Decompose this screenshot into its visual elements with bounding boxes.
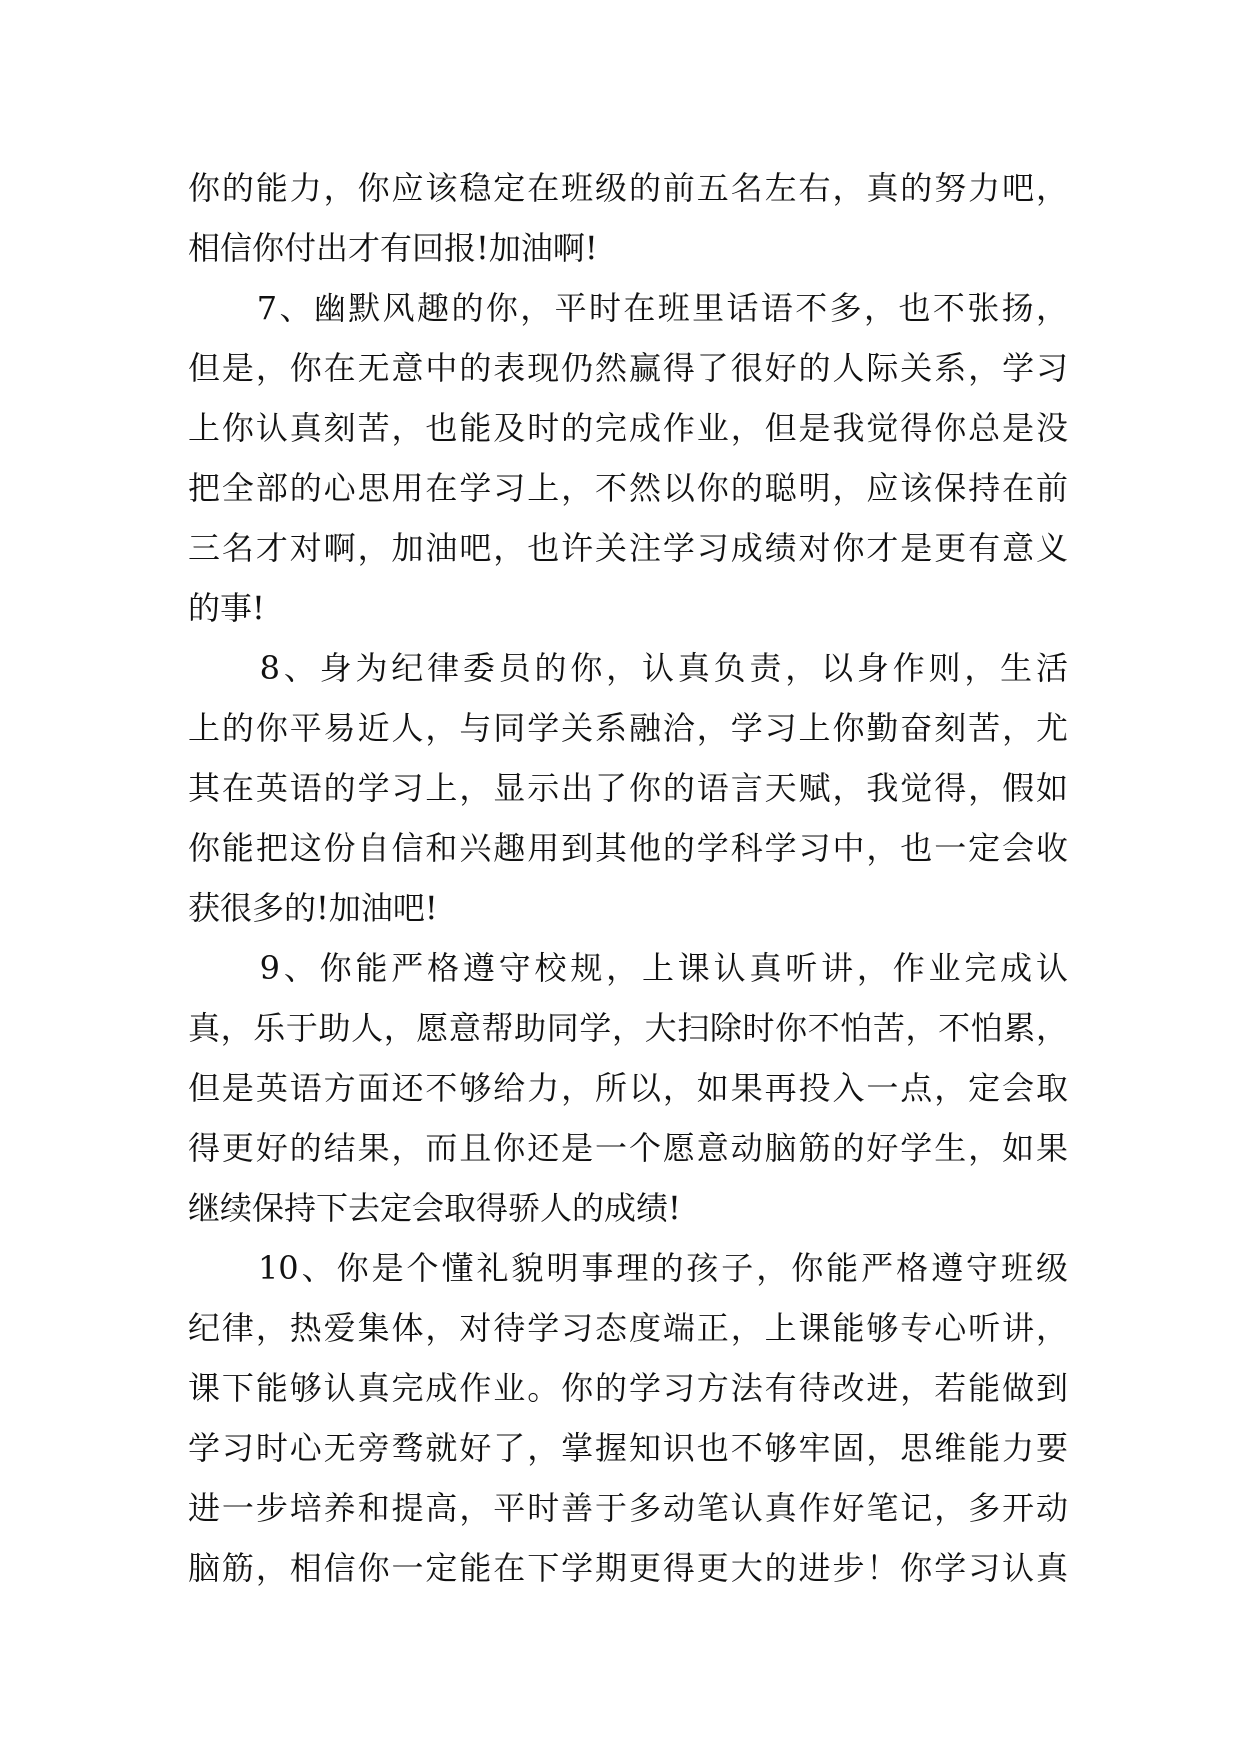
text-line: 纪律，热爱集体，对待学习态度端正，上课能够专心听讲， [188, 1309, 1068, 1347]
text-line: 你能把这份自信和兴趣用到其他的学科学习中，也一定会收 [188, 829, 1068, 867]
text-line: 8、身为纪律委员的你，认真负责，以身作则，生活 [188, 649, 1068, 687]
text-line: 获很多的!加油吧! [188, 889, 438, 927]
text-line: 真，乐于助人，愿意帮助同学，大扫除时你不怕苦，不怕累， [188, 1009, 1068, 1047]
text-line: 上的你平易近人，与同学关系融洽，学习上你勤奋刻苦，尤 [188, 709, 1068, 747]
text-line: 但是，你在无意中的表现仍然赢得了很好的人际关系，学习 [188, 349, 1068, 387]
text-line: 7、幽默风趣的你，平时在班里话语不多，也不张扬， [188, 289, 1068, 327]
text-line: 课下能够认真完成作业。你的学习方法有待改进，若能做到 [188, 1369, 1068, 1407]
text-line: 继续保持下去定会取得骄人的成绩! [188, 1189, 681, 1227]
text-line: 的事! [188, 589, 265, 627]
text-line: 相信你付出才有回报!加油啊! [188, 229, 598, 267]
text-line: 把全部的心思用在学习上，不然以你的聪明，应该保持在前 [188, 469, 1068, 507]
text-line: 但是英语方面还不够给力，所以，如果再投入一点，定会取 [188, 1069, 1068, 1107]
text-line: 脑筋，相信你一定能在下学期更得更大的进步！你学习认真 [188, 1549, 1068, 1587]
text-line: 你的能力，你应该稳定在班级的前五名左右，真的努力吧， [188, 169, 1068, 207]
text-line: 9、你能严格遵守校规，上课认真听讲，作业完成认 [188, 949, 1068, 987]
text-line: 三名才对啊，加油吧，也许关注学习成绩对你才是更有意义 [188, 529, 1068, 567]
text-line: 10、你是个懂礼貌明事理的孩子，你能严格遵守班级 [188, 1249, 1068, 1287]
text-line: 学习时心无旁骛就好了，掌握知识也不够牢固，思维能力要 [188, 1429, 1068, 1467]
text-line: 上你认真刻苦，也能及时的完成作业，但是我觉得你总是没 [188, 409, 1068, 447]
text-line: 进一步培养和提高，平时善于多动笔认真作好笔记，多开动 [188, 1489, 1068, 1527]
body-text [188, 158, 1068, 1598]
text-line: 其在英语的学习上，显示出了你的语言天赋，我觉得，假如 [188, 769, 1068, 807]
text-line: 得更好的结果，而且你还是一个愿意动脑筋的好学生，如果 [188, 1129, 1068, 1167]
